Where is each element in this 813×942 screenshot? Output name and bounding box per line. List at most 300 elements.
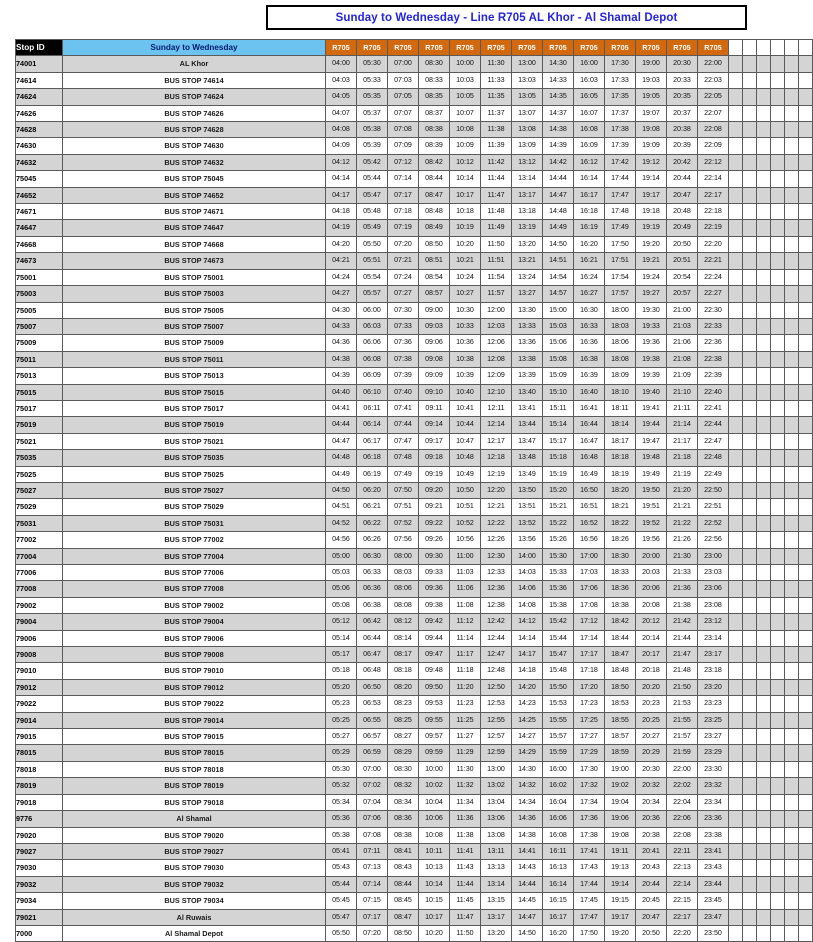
empty-cell <box>757 400 771 416</box>
departure-time-cell: 21:20 <box>667 482 698 498</box>
departure-time-cell: 09:59 <box>419 745 450 761</box>
departure-time-cell: 22:14 <box>698 171 729 187</box>
departure-time-cell: 18:17 <box>605 433 636 449</box>
departure-time-cell: 06:08 <box>357 351 388 367</box>
departure-time-cell: 20:29 <box>636 745 667 761</box>
departure-time-cell: 19:14 <box>605 876 636 892</box>
departure-time-cell: 09:47 <box>419 647 450 663</box>
departure-time-cell: 23:08 <box>698 597 729 613</box>
departure-time-cell: 17:32 <box>574 778 605 794</box>
departure-time-cell: 20:39 <box>667 138 698 154</box>
departure-time-cell: 04:41 <box>326 400 357 416</box>
stop-id-cell: 75025 <box>16 466 63 482</box>
departure-time-cell: 08:44 <box>419 171 450 187</box>
departure-time-cell: 20:00 <box>636 548 667 564</box>
departure-time-cell: 09:09 <box>419 368 450 384</box>
empty-cell <box>743 318 757 334</box>
empty-cell <box>799 696 813 712</box>
empty-cell <box>771 729 785 745</box>
empty-cell <box>799 532 813 548</box>
departure-time-cell: 07:09 <box>388 138 419 154</box>
empty-cell <box>771 745 785 761</box>
empty-cell <box>743 204 757 220</box>
departure-time-cell: 19:08 <box>636 122 667 138</box>
table-row <box>16 351 813 367</box>
departure-time-cell: 09:50 <box>419 679 450 695</box>
departure-time-cell: 08:32 <box>388 778 419 794</box>
departure-time-cell: 16:20 <box>574 236 605 252</box>
empty-cell <box>771 171 785 187</box>
empty-cell <box>799 417 813 433</box>
column-header-empty <box>799 40 813 56</box>
empty-cell <box>771 548 785 564</box>
departure-time-cell: 18:14 <box>605 417 636 433</box>
empty-cell <box>729 794 743 810</box>
stop-id-cell: 74626 <box>16 105 63 121</box>
stop-name-cell: BUS STOP 74673 <box>63 253 326 269</box>
departure-time-cell: 20:14 <box>636 630 667 646</box>
empty-cell <box>729 925 743 941</box>
empty-cell <box>799 335 813 351</box>
table-row <box>16 745 813 761</box>
table-row <box>16 696 813 712</box>
empty-cell <box>785 154 799 170</box>
departure-time-cell: 18:36 <box>605 581 636 597</box>
empty-cell <box>729 827 743 843</box>
stop-id-cell: 74652 <box>16 187 63 203</box>
empty-cell <box>757 466 771 482</box>
departure-time-cell: 16:07 <box>574 105 605 121</box>
empty-cell <box>757 499 771 515</box>
empty-cell <box>729 466 743 482</box>
departure-time-cell: 13:33 <box>512 318 543 334</box>
departure-time-cell: 14:43 <box>512 860 543 876</box>
departure-time-cell: 14:57 <box>543 286 574 302</box>
departure-time-cell: 16:39 <box>574 368 605 384</box>
empty-cell <box>757 253 771 269</box>
departure-time-cell: 07:50 <box>388 482 419 498</box>
empty-cell <box>757 909 771 925</box>
empty-cell <box>771 286 785 302</box>
empty-cell <box>785 72 799 88</box>
departure-time-cell: 13:13 <box>481 860 512 876</box>
departure-time-cell: 20:25 <box>636 712 667 728</box>
departure-time-cell: 13:47 <box>512 433 543 449</box>
departure-time-cell: 10:56 <box>450 532 481 548</box>
departure-time-cell: 19:17 <box>605 909 636 925</box>
departure-time-cell: 15:14 <box>543 417 574 433</box>
departure-time-cell: 14:14 <box>512 630 543 646</box>
departure-time-cell: 11:06 <box>450 581 481 597</box>
departure-time-cell: 07:36 <box>388 335 419 351</box>
empty-cell <box>771 811 785 827</box>
empty-cell <box>729 368 743 384</box>
stop-name-cell: BUS STOP 75013 <box>63 368 326 384</box>
departure-time-cell: 15:36 <box>543 581 574 597</box>
departure-time-cell: 16:14 <box>543 876 574 892</box>
stop-id-cell: 74632 <box>16 154 63 170</box>
table-row <box>16 909 813 925</box>
departure-time-cell: 22:51 <box>698 499 729 515</box>
departure-time-cell: 20:18 <box>636 663 667 679</box>
stop-id-cell: 75031 <box>16 515 63 531</box>
departure-time-cell: 09:20 <box>419 482 450 498</box>
empty-cell <box>785 663 799 679</box>
timetable <box>15 39 813 942</box>
departure-time-cell: 11:44 <box>450 876 481 892</box>
departure-time-cell: 07:51 <box>388 499 419 515</box>
departure-time-cell: 16:06 <box>543 811 574 827</box>
departure-time-cell: 21:44 <box>667 630 698 646</box>
empty-cell <box>743 400 757 416</box>
departure-time-cell: 21:18 <box>667 450 698 466</box>
departure-time-cell: 09:55 <box>419 712 450 728</box>
stop-name-cell: BUS STOP 79002 <box>63 597 326 613</box>
stop-id-cell: 75009 <box>16 335 63 351</box>
departure-time-cell: 14:33 <box>543 72 574 88</box>
departure-time-cell: 15:48 <box>543 663 574 679</box>
departure-time-cell: 10:00 <box>419 761 450 777</box>
departure-time-cell: 19:04 <box>605 794 636 810</box>
empty-cell <box>799 286 813 302</box>
departure-time-cell: 06:59 <box>357 745 388 761</box>
departure-time-cell: 08:12 <box>388 614 419 630</box>
departure-time-cell: 13:41 <box>512 400 543 416</box>
table-row <box>16 335 813 351</box>
empty-cell <box>799 876 813 892</box>
empty-cell <box>729 122 743 138</box>
empty-cell <box>771 843 785 859</box>
stop-name-cell: BUS STOP 79022 <box>63 696 326 712</box>
column-header-route: R705 <box>326 40 357 56</box>
departure-time-cell: 23:20 <box>698 679 729 695</box>
empty-cell <box>771 532 785 548</box>
empty-cell <box>799 909 813 925</box>
departure-time-cell: 05:30 <box>357 56 388 72</box>
departure-time-cell: 05:44 <box>357 171 388 187</box>
departure-time-cell: 12:09 <box>481 368 512 384</box>
departure-time-cell: 13:00 <box>512 56 543 72</box>
empty-cell <box>785 811 799 827</box>
departure-time-cell: 07:03 <box>388 72 419 88</box>
empty-cell <box>785 253 799 269</box>
empty-cell <box>729 843 743 859</box>
table-row <box>16 614 813 630</box>
departure-time-cell: 12:22 <box>481 515 512 531</box>
table-row <box>16 860 813 876</box>
column-header-empty <box>729 40 743 56</box>
departure-time-cell: 17:54 <box>605 269 636 285</box>
empty-cell <box>799 581 813 597</box>
departure-time-cell: 08:29 <box>388 745 419 761</box>
table-row <box>16 794 813 810</box>
empty-cell <box>785 318 799 334</box>
departure-time-cell: 22:48 <box>698 450 729 466</box>
empty-cell <box>729 204 743 220</box>
stop-id-cell: 75021 <box>16 433 63 449</box>
departure-time-cell: 13:48 <box>512 450 543 466</box>
departure-time-cell: 10:33 <box>450 318 481 334</box>
empty-cell <box>771 466 785 482</box>
empty-cell <box>799 499 813 515</box>
departure-time-cell: 07:39 <box>388 368 419 384</box>
empty-cell <box>799 663 813 679</box>
departure-time-cell: 13:44 <box>512 417 543 433</box>
empty-cell <box>771 105 785 121</box>
departure-time-cell: 19:40 <box>636 384 667 400</box>
table-row <box>16 466 813 482</box>
departure-time-cell: 04:39 <box>326 368 357 384</box>
empty-cell <box>743 187 757 203</box>
empty-cell <box>757 89 771 105</box>
departure-time-cell: 08:14 <box>388 630 419 646</box>
departure-time-cell: 20:48 <box>667 204 698 220</box>
departure-time-cell: 06:55 <box>357 712 388 728</box>
empty-cell <box>785 236 799 252</box>
departure-time-cell: 22:39 <box>698 368 729 384</box>
table-row <box>16 72 813 88</box>
empty-cell <box>785 925 799 941</box>
column-header-empty <box>743 40 757 56</box>
empty-cell <box>757 220 771 236</box>
departure-time-cell: 05:48 <box>357 204 388 220</box>
stop-id-cell: 75035 <box>16 450 63 466</box>
empty-cell <box>729 893 743 909</box>
departure-time-cell: 04:36 <box>326 335 357 351</box>
departure-time-cell: 10:44 <box>450 417 481 433</box>
empty-cell <box>729 154 743 170</box>
departure-time-cell: 22:03 <box>698 72 729 88</box>
departure-time-cell: 12:42 <box>481 614 512 630</box>
timetable-container <box>15 39 755 942</box>
departure-time-cell: 13:24 <box>512 269 543 285</box>
empty-cell <box>771 56 785 72</box>
departure-time-cell: 14:47 <box>543 187 574 203</box>
departure-time-cell: 06:18 <box>357 450 388 466</box>
departure-time-cell: 13:21 <box>512 253 543 269</box>
empty-cell <box>743 220 757 236</box>
departure-time-cell: 07:56 <box>388 532 419 548</box>
departure-time-cell: 21:50 <box>667 679 698 695</box>
departure-time-cell: 17:43 <box>574 860 605 876</box>
departure-time-cell: 21:48 <box>667 663 698 679</box>
departure-time-cell: 20:45 <box>636 893 667 909</box>
empty-cell <box>771 154 785 170</box>
empty-cell <box>757 745 771 761</box>
empty-cell <box>757 548 771 564</box>
departure-time-cell: 15:47 <box>543 647 574 663</box>
departure-time-cell: 16:44 <box>574 417 605 433</box>
departure-time-cell: 19:52 <box>636 515 667 531</box>
empty-cell <box>799 827 813 843</box>
departure-time-cell: 22:11 <box>667 843 698 859</box>
departure-time-cell: 08:03 <box>388 565 419 581</box>
departure-time-cell: 17:33 <box>605 72 636 88</box>
departure-time-cell: 12:21 <box>481 499 512 515</box>
departure-time-cell: 22:44 <box>698 417 729 433</box>
empty-cell <box>785 302 799 318</box>
departure-time-cell: 19:11 <box>605 843 636 859</box>
table-row <box>16 548 813 564</box>
empty-cell <box>785 614 799 630</box>
empty-cell <box>757 925 771 941</box>
column-header-stop-id: Stop ID <box>16 40 63 56</box>
departure-time-cell: 10:19 <box>450 220 481 236</box>
departure-time-cell: 09:38 <box>419 597 450 613</box>
empty-cell <box>799 843 813 859</box>
empty-cell <box>729 450 743 466</box>
departure-time-cell: 11:34 <box>450 794 481 810</box>
departure-time-cell: 07:08 <box>357 827 388 843</box>
empty-cell <box>799 761 813 777</box>
departure-time-cell: 07:12 <box>388 154 419 170</box>
departure-time-cell: 07:14 <box>357 876 388 892</box>
departure-time-cell: 19:17 <box>636 187 667 203</box>
departure-time-cell: 22:04 <box>667 794 698 810</box>
stop-name-cell: BUS STOP 75027 <box>63 482 326 498</box>
departure-time-cell: 11:49 <box>481 220 512 236</box>
departure-time-cell: 11:47 <box>450 909 481 925</box>
stop-name-cell: BUS STOP 79027 <box>63 843 326 859</box>
empty-cell <box>785 499 799 515</box>
empty-cell <box>799 433 813 449</box>
empty-cell <box>771 236 785 252</box>
departure-time-cell: 06:47 <box>357 647 388 663</box>
departure-time-cell: 16:17 <box>543 909 574 925</box>
departure-time-cell: 06:10 <box>357 384 388 400</box>
departure-time-cell: 07:49 <box>388 466 419 482</box>
empty-cell <box>757 761 771 777</box>
departure-time-cell: 14:27 <box>512 729 543 745</box>
departure-time-cell: 07:17 <box>388 187 419 203</box>
empty-cell <box>757 56 771 72</box>
departure-time-cell: 04:00 <box>326 56 357 72</box>
empty-cell <box>743 647 757 663</box>
departure-time-cell: 22:18 <box>698 204 729 220</box>
departure-time-cell: 17:03 <box>574 565 605 581</box>
stop-name-cell: BUS STOP 75025 <box>63 466 326 482</box>
stop-id-cell: 79014 <box>16 712 63 728</box>
departure-time-cell: 17:45 <box>574 893 605 909</box>
departure-time-cell: 07:13 <box>357 860 388 876</box>
stop-id-cell: 75003 <box>16 286 63 302</box>
empty-cell <box>729 778 743 794</box>
empty-cell <box>743 630 757 646</box>
departure-time-cell: 10:08 <box>450 122 481 138</box>
departure-time-cell: 16:04 <box>543 794 574 810</box>
departure-time-cell: 18:22 <box>605 515 636 531</box>
departure-time-cell: 10:09 <box>450 138 481 154</box>
departure-time-cell: 16:00 <box>574 56 605 72</box>
departure-time-cell: 19:49 <box>636 466 667 482</box>
departure-time-cell: 20:36 <box>636 811 667 827</box>
departure-time-cell: 20:44 <box>667 171 698 187</box>
empty-cell <box>785 450 799 466</box>
departure-time-cell: 05:43 <box>326 860 357 876</box>
empty-cell <box>729 220 743 236</box>
empty-cell <box>799 450 813 466</box>
empty-cell <box>729 482 743 498</box>
departure-time-cell: 10:27 <box>450 286 481 302</box>
departure-time-cell: 12:53 <box>481 696 512 712</box>
departure-time-cell: 06:44 <box>357 630 388 646</box>
departure-time-cell: 17:06 <box>574 581 605 597</box>
departure-time-cell: 11:33 <box>481 72 512 88</box>
empty-cell <box>771 253 785 269</box>
departure-time-cell: 20:47 <box>636 909 667 925</box>
stop-id-cell: 79020 <box>16 827 63 843</box>
empty-cell <box>799 893 813 909</box>
departure-time-cell: 22:40 <box>698 384 729 400</box>
empty-cell <box>799 105 813 121</box>
departure-time-cell: 23:06 <box>698 581 729 597</box>
departure-time-cell: 08:54 <box>419 269 450 285</box>
departure-time-cell: 05:03 <box>326 565 357 581</box>
empty-cell <box>799 236 813 252</box>
departure-time-cell: 16:30 <box>574 302 605 318</box>
empty-cell <box>785 187 799 203</box>
departure-time-cell: 17:34 <box>574 794 605 810</box>
departure-time-cell: 12:50 <box>481 679 512 695</box>
departure-time-cell: 19:00 <box>636 56 667 72</box>
departure-time-cell: 05:38 <box>357 122 388 138</box>
departure-time-cell: 17:00 <box>574 548 605 564</box>
table-row <box>16 876 813 892</box>
departure-time-cell: 20:20 <box>636 679 667 695</box>
departure-time-cell: 21:17 <box>667 433 698 449</box>
empty-cell <box>757 614 771 630</box>
table-row <box>16 925 813 941</box>
departure-time-cell: 08:34 <box>388 794 419 810</box>
departure-time-cell: 11:42 <box>481 154 512 170</box>
departure-time-cell: 17:20 <box>574 679 605 695</box>
departure-time-cell: 17:36 <box>574 811 605 827</box>
empty-cell <box>785 761 799 777</box>
departure-time-cell: 16:21 <box>574 253 605 269</box>
departure-time-cell: 13:05 <box>512 89 543 105</box>
empty-cell <box>785 384 799 400</box>
empty-cell <box>743 729 757 745</box>
departure-time-cell: 06:50 <box>357 679 388 695</box>
departure-time-cell: 14:44 <box>543 171 574 187</box>
departure-time-cell: 05:49 <box>357 220 388 236</box>
departure-time-cell: 06:33 <box>357 565 388 581</box>
departure-time-cell: 19:15 <box>605 893 636 909</box>
empty-cell <box>743 154 757 170</box>
empty-cell <box>729 761 743 777</box>
empty-cell <box>757 778 771 794</box>
departure-time-cell: 05:14 <box>326 630 357 646</box>
departure-time-cell: 12:00 <box>481 302 512 318</box>
empty-cell <box>757 335 771 351</box>
departure-time-cell: 10:18 <box>450 204 481 220</box>
departure-time-cell: 22:00 <box>698 56 729 72</box>
timetable-header <box>16 40 813 56</box>
table-row <box>16 663 813 679</box>
departure-time-cell: 18:26 <box>605 532 636 548</box>
departure-time-cell: 09:00 <box>419 302 450 318</box>
departure-time-cell: 14:42 <box>543 154 574 170</box>
departure-time-cell: 17:17 <box>574 647 605 663</box>
departure-time-cell: 17:39 <box>605 138 636 154</box>
departure-time-cell: 22:07 <box>698 105 729 121</box>
empty-cell <box>743 663 757 679</box>
empty-cell <box>785 794 799 810</box>
departure-time-cell: 13:02 <box>481 778 512 794</box>
departure-time-cell: 18:09 <box>605 368 636 384</box>
departure-time-cell: 14:37 <box>543 105 574 121</box>
empty-cell <box>743 925 757 941</box>
